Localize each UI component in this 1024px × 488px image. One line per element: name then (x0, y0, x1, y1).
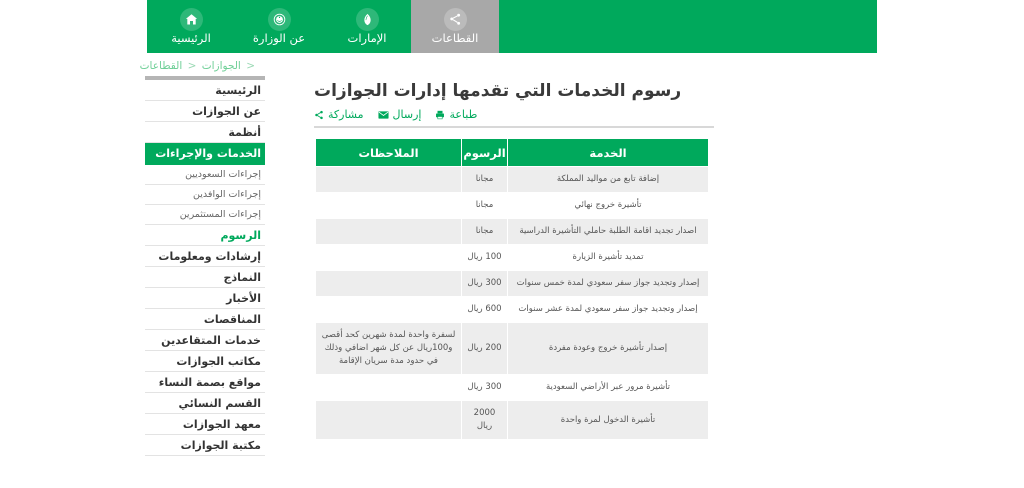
sidebar-item-label: الخدمات والإجراءات (155, 147, 261, 160)
nav-item-about-ministry-label: عن الوزارة (252, 31, 306, 45)
sidebar-item-investor-procedures[interactable] (145, 205, 265, 225)
sidebar-item-label: الرئيسية (215, 83, 261, 97)
share-action-label: مشاركة (328, 108, 364, 121)
page-actions-toolbar (314, 104, 714, 121)
cell-service: تأشيرة خروج نهائي (508, 193, 709, 219)
cell-notes: لسفرة واحدة لمدة شهرين كحد أقصى و100ريال عن كل شهر اضافي وذلك في حدود مدة سريان الإقامة (316, 323, 462, 375)
cell-service: إصدار وتجديد جواز سفر سعودي لمدة عشر سنوات (508, 297, 709, 323)
sidebar-item-label: عن الجوازات (192, 104, 261, 118)
cell-fee: مجانا (462, 219, 508, 245)
cell-notes (316, 245, 462, 271)
cell-notes (316, 193, 462, 219)
nav-item-about-ministry[interactable] (235, 0, 323, 53)
table-row (316, 375, 709, 401)
cell-notes (316, 167, 462, 193)
column-header-notes: الملاحظات (316, 139, 462, 167)
sidebar-item-home[interactable] (145, 80, 265, 101)
sidebar-navigation (145, 76, 265, 456)
sidebar-item-label: إجراءات الوافدين (193, 189, 261, 200)
emirates-emblem-icon (356, 8, 379, 31)
cell-notes (316, 375, 462, 401)
cell-fee: مجانا (462, 193, 508, 219)
table-row (316, 219, 709, 245)
column-header-fee: الرسوم (462, 139, 508, 167)
sidebar-item-label: الرسوم (220, 228, 261, 242)
sidebar-item-about-passports[interactable] (145, 101, 265, 122)
table-header-row (316, 139, 709, 167)
print-action-label: طباعة (449, 108, 478, 121)
column-header-service: الخدمة (508, 139, 709, 167)
sidebar-item-label: مكتبة الجوازات (180, 438, 261, 452)
breadcrumb-item-passports[interactable]: الجوازات (201, 60, 241, 72)
nav-item-home-label: الرئيسية (171, 31, 211, 45)
envelope-icon (378, 110, 389, 120)
cell-notes (316, 271, 462, 297)
cell-notes (316, 401, 462, 440)
sidebar-item-expat-procedures[interactable] (145, 185, 265, 205)
sidebar-item-label: أنظمة (228, 125, 261, 139)
sidebar-item-label: النماذج (223, 270, 261, 284)
sidebar-item-label: إرشادات ومعلومات (158, 249, 261, 263)
sidebar-item-regulations[interactable] (145, 122, 265, 143)
cell-service: إصدار وتجديد جواز سفر سعودي لمدة خمس سنوات (508, 271, 709, 297)
cell-service: تأشيرة مرور عبر الأراضي السعودية (508, 375, 709, 401)
cell-fee: 300 ريال (462, 271, 508, 297)
nav-item-emirates-label: الإمارات (347, 31, 387, 45)
sidebar-item-tenders[interactable] (145, 309, 265, 330)
top-navigation-bar (147, 0, 877, 53)
cell-fee: 300 ريال (462, 375, 508, 401)
sidebar-item-label: معهد الجوازات (182, 417, 261, 431)
breadcrumb (139, 60, 257, 72)
sidebar-item-news[interactable] (145, 288, 265, 309)
printer-icon (435, 110, 445, 120)
breadcrumb-separator-2: < (187, 60, 197, 72)
table-row (316, 323, 709, 375)
sidebar-item-saudi-procedures[interactable] (145, 165, 265, 185)
sidebar-item-passport-library[interactable] (145, 435, 265, 456)
sidebar-item-forms[interactable] (145, 267, 265, 288)
home-icon (180, 8, 203, 31)
sidebar-item-passport-offices[interactable] (145, 351, 265, 372)
cell-service: إصدار تأشيرة خروج وعودة مفردة (508, 323, 709, 375)
send-action-label: إرسال (392, 108, 422, 121)
table-row (316, 167, 709, 193)
sidebar-item-services-procedures[interactable] (145, 143, 265, 165)
share-icon (314, 110, 324, 120)
title-divider (314, 126, 714, 128)
nav-item-sectors-label: القطاعات (431, 31, 479, 45)
sidebar-item-retiree-services[interactable] (145, 330, 265, 351)
sidebar-item-women-fingerprint-locations[interactable] (145, 372, 265, 393)
sidebar-item-womens-section[interactable] (145, 393, 265, 414)
sidebar-item-label: إجراءات المستثمرين (179, 209, 261, 220)
sidebar-item-label: القسم النسائي (178, 396, 261, 410)
sidebar-item-label: خدمات المتقاعدين (161, 333, 261, 347)
nav-item-emirates[interactable] (323, 0, 411, 53)
cell-service: إضافة تابع من مواليد المملكة (508, 167, 709, 193)
cell-service: اصدار تجديد اقامة الطلبة حاملي التأشيرة الدراسية (508, 219, 709, 245)
breadcrumb-item-sectors[interactable]: القطاعات (139, 60, 183, 72)
print-action-button[interactable] (435, 108, 477, 121)
table-row (316, 193, 709, 219)
sidebar-item-passport-institute[interactable] (145, 414, 265, 435)
cell-service: تأشيرة الدخول لمرة واحدة (508, 401, 709, 440)
sidebar-item-fees[interactable] (145, 225, 265, 246)
sidebar-item-label: الأخبار (226, 291, 261, 305)
fees-table-head (316, 139, 709, 167)
page-title: رسوم الخدمات التي تقدمها إدارات الجوازات (314, 81, 682, 101)
cell-fee: 200 ريال (462, 323, 508, 375)
topnav-spacer (499, 0, 877, 53)
nav-item-sectors[interactable] (411, 0, 499, 53)
cell-fee: 100 ريال (462, 245, 508, 271)
share-network-icon (444, 8, 467, 31)
table-row (316, 401, 709, 440)
cell-service: تمديد تأشيرة الزيارة (508, 245, 709, 271)
fees-table-body (316, 167, 709, 440)
table-row (316, 271, 709, 297)
ministry-seal-icon (268, 8, 291, 31)
table-row (316, 245, 709, 271)
table-row (316, 297, 709, 323)
cell-fee: 2000 ريال (462, 401, 508, 440)
cell-fee: 600 ريال (462, 297, 508, 323)
main-content (314, 76, 714, 440)
fees-table (315, 138, 709, 440)
nav-item-home[interactable] (147, 0, 235, 53)
send-action-button[interactable] (378, 108, 422, 121)
sidebar-item-label: إجراءات السعوديين (185, 169, 261, 180)
share-action-button[interactable] (314, 108, 364, 121)
sidebar-item-label: مكاتب الجوازات (176, 354, 261, 368)
sidebar-item-guidance-information[interactable] (145, 246, 265, 267)
cell-fee: مجانا (462, 167, 508, 193)
sidebar-item-label: مواقع بصمة النساء (158, 375, 261, 389)
cell-notes (316, 297, 462, 323)
cell-notes (316, 219, 462, 245)
breadcrumb-separator: < (246, 60, 255, 72)
sidebar-item-label: المناقصات (203, 312, 261, 326)
